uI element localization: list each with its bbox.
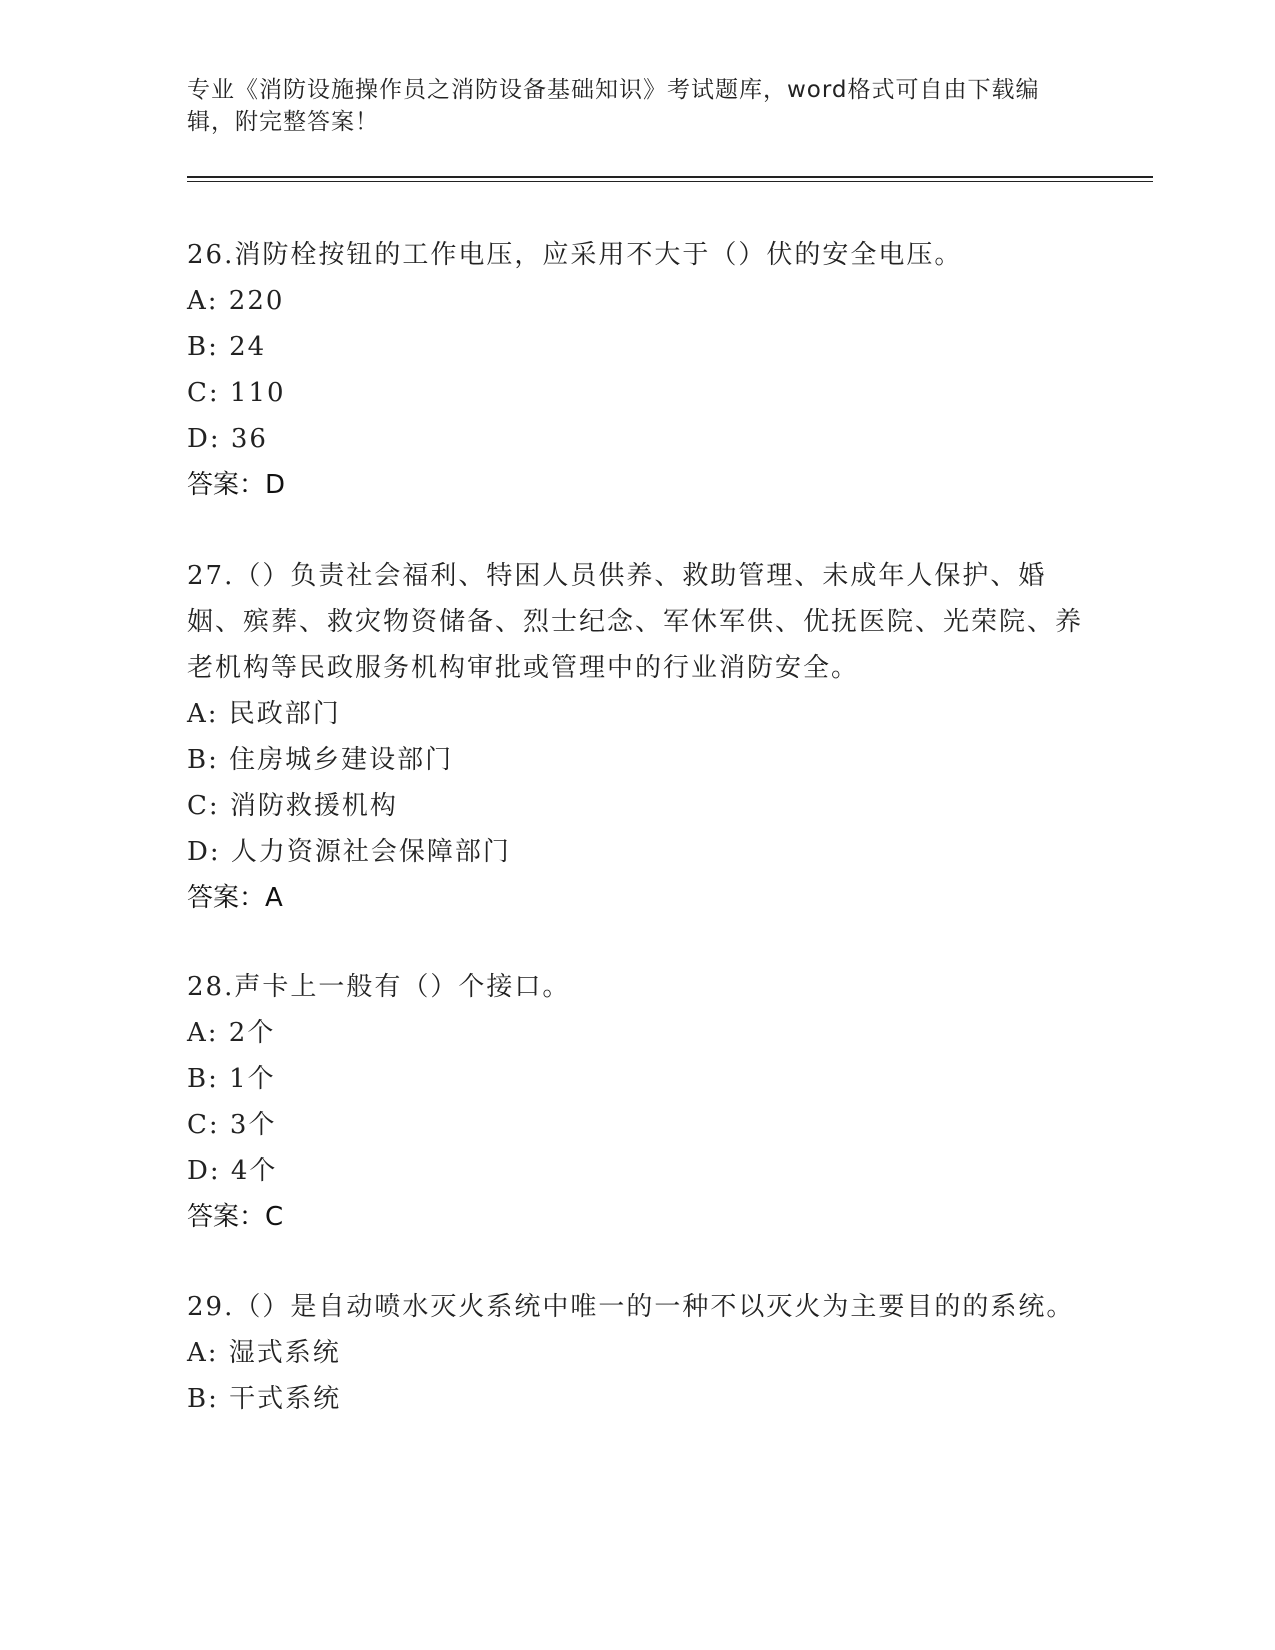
option-a: A: 湿式系统 — [187, 1338, 341, 1368]
option-b: B: 24 — [187, 332, 267, 362]
answer-line: 答案：D — [187, 470, 286, 500]
option-b: B: 干式系统 — [187, 1384, 342, 1414]
option-d: D: 36 — [187, 424, 268, 454]
option-a: A: 2个 — [187, 1018, 276, 1048]
header-divider-thin — [187, 181, 1153, 182]
question-stem: 27.（）负责社会福利、特困人员供养、救助管理、未成年人保护、婚姻、殡葬、救灾物资储备、烈士纪念、军休军供、优抚医院、光荣院、养老机构等民政服务机构审批或管理中的行业消防安全。 — [187, 561, 1084, 683]
option-b: B: 1个 — [187, 1064, 276, 1094]
option-a: A: 220 — [187, 286, 285, 316]
option-a: A: 民政部门 — [187, 699, 341, 729]
question-27 — [187, 553, 1087, 921]
option-d: D: 4个 — [187, 1156, 278, 1186]
question-29 — [187, 1284, 1087, 1422]
option-c: C: 消防救援机构 — [187, 791, 398, 821]
question-stem: 28.声卡上一般有（）个接口。 — [187, 972, 571, 1002]
header-divider — [187, 176, 1153, 178]
answer-line: 答案：A — [187, 883, 283, 913]
option-d: D: 人力资源社会保障部门 — [187, 837, 511, 867]
question-28 — [187, 964, 1087, 1240]
answer-line: 答案：C — [187, 1202, 284, 1232]
document-header: 专业《消防设施操作员之消防设备基础知识》考试题库，word格式可自由下载编辑，附完整答案！ — [187, 77, 1040, 135]
question-stem: 29.（）是自动喷水灭火系统中唯一的一种不以灭火为主要目的的系统。 — [187, 1292, 1075, 1322]
option-c: C: 110 — [187, 378, 286, 408]
option-b: B: 住房城乡建设部门 — [187, 745, 454, 775]
question-stem: 26.消防栓按钮的工作电压，应采用不大于（）伏的安全电压。 — [187, 240, 963, 270]
question-26 — [187, 232, 1087, 508]
option-c: C: 3个 — [187, 1110, 277, 1140]
